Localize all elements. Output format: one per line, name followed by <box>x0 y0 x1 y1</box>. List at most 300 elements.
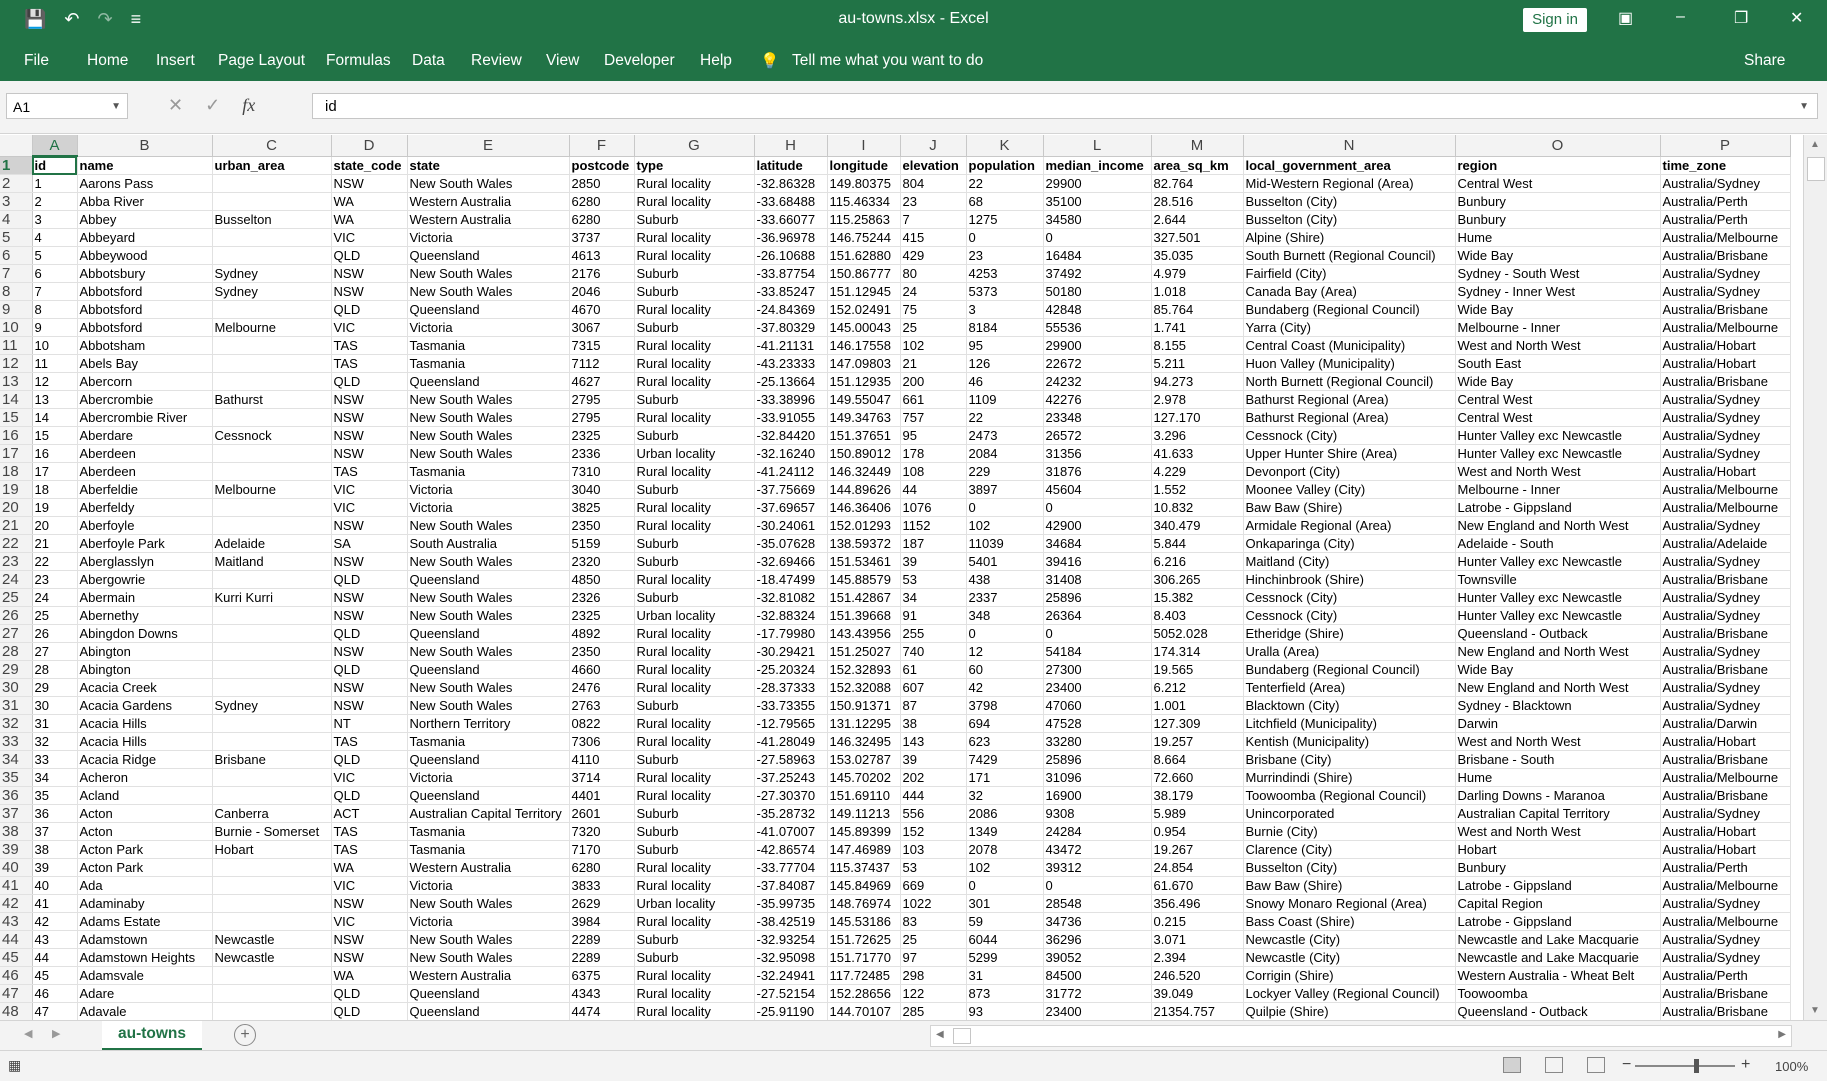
cell[interactable]: 2046 <box>569 283 634 301</box>
row-header[interactable]: 17 <box>0 445 32 463</box>
column-header-h[interactable]: H <box>754 135 827 156</box>
cell[interactable]: 5401 <box>966 553 1043 571</box>
cell[interactable]: 146.36406 <box>827 499 900 517</box>
cell[interactable]: -33.66077 <box>754 211 827 229</box>
cell[interactable]: 36 <box>32 805 77 823</box>
cell[interactable]: -27.52154 <box>754 985 827 1003</box>
cell[interactable]: -35.28732 <box>754 805 827 823</box>
cell[interactable]: 6375 <box>569 967 634 985</box>
cell[interactable]: Adams Estate <box>77 913 212 931</box>
cell[interactable]: 102 <box>966 859 1043 877</box>
cell[interactable]: 18 <box>32 481 77 499</box>
cell[interactable]: 150.91371 <box>827 697 900 715</box>
cell[interactable]: 102 <box>900 337 966 355</box>
cell[interactable]: 2325 <box>569 607 634 625</box>
cell[interactable]: Unincorporated <box>1243 805 1455 823</box>
cell[interactable]: 1152 <box>900 517 966 535</box>
cell[interactable]: New South Wales <box>407 895 569 913</box>
cell[interactable]: 0 <box>966 625 1043 643</box>
cell[interactable]: 152.01293 <box>827 517 900 535</box>
cell[interactable]: -26.10688 <box>754 247 827 265</box>
row-header[interactable]: 27 <box>0 625 32 643</box>
cell[interactable]: 31096 <box>1043 769 1151 787</box>
cell[interactable]: Suburb <box>634 319 754 337</box>
cell[interactable]: 5.844 <box>1151 535 1243 553</box>
cell[interactable]: Maitland (City) <box>1243 553 1455 571</box>
cell[interactable]: TAS <box>331 841 407 859</box>
cell[interactable]: Western Australia <box>407 859 569 877</box>
cell[interactable]: 115.37437 <box>827 859 900 877</box>
cell[interactable]: Tenterfield (Area) <box>1243 679 1455 697</box>
cell[interactable]: Melbourne <box>212 319 331 337</box>
cell[interactable]: Suburb <box>634 265 754 283</box>
cell[interactable]: Blacktown (City) <box>1243 697 1455 715</box>
cell[interactable]: Australia/Sydney <box>1660 949 1790 967</box>
cell[interactable]: 151.37651 <box>827 427 900 445</box>
cell[interactable]: 2.978 <box>1151 391 1243 409</box>
cell[interactable]: 29 <box>32 679 77 697</box>
name-box[interactable] <box>6 93 128 119</box>
cell[interactable]: Murrindindi (Shire) <box>1243 769 1455 787</box>
cell[interactable]: 95 <box>900 427 966 445</box>
cell[interactable]: West and North West <box>1455 463 1660 481</box>
cell[interactable]: 757 <box>900 409 966 427</box>
cell[interactable]: 151.62880 <box>827 247 900 265</box>
column-header-e[interactable]: E <box>407 135 569 156</box>
cell[interactable]: Toowoomba <box>1455 985 1660 1003</box>
vertical-scrollbar[interactable] <box>1803 135 1827 1020</box>
cell[interactable]: 2289 <box>569 949 634 967</box>
cell[interactable]: Australia/Melbourne <box>1660 877 1790 895</box>
cell[interactable]: Australia/Hobart <box>1660 355 1790 373</box>
row-header[interactable]: 45 <box>0 949 32 967</box>
cell[interactable]: Yarra (City) <box>1243 319 1455 337</box>
cell[interactable]: 327.501 <box>1151 229 1243 247</box>
cell[interactable]: Rural locality <box>634 625 754 643</box>
cell[interactable]: 145.89399 <box>827 823 900 841</box>
cell[interactable]: 202 <box>900 769 966 787</box>
cell[interactable]: Burnie (City) <box>1243 823 1455 841</box>
normal-view-icon[interactable] <box>1503 1057 1521 1073</box>
cell[interactable]: 4.979 <box>1151 265 1243 283</box>
cell[interactable]: Victoria <box>407 877 569 895</box>
cell[interactable]: New South Wales <box>407 175 569 193</box>
cell[interactable]: state_code <box>331 156 407 175</box>
cell[interactable]: Sydney - Inner West <box>1455 283 1660 301</box>
cell[interactable]: Australia/Brisbane <box>1660 787 1790 805</box>
cell[interactable]: Australia/Sydney <box>1660 589 1790 607</box>
row-header[interactable]: 3 <box>0 193 32 211</box>
cell[interactable]: Australia/Hobart <box>1660 841 1790 859</box>
cell[interactable]: New South Wales <box>407 283 569 301</box>
cell[interactable]: Victoria <box>407 319 569 337</box>
cell[interactable]: Rural locality <box>634 787 754 805</box>
cell[interactable]: Hume <box>1455 769 1660 787</box>
cell[interactable]: NSW <box>331 949 407 967</box>
cell[interactable] <box>212 787 331 805</box>
cancel-icon[interactable]: ✕ <box>168 95 184 115</box>
cell[interactable]: Rural locality <box>634 499 754 517</box>
cell[interactable]: 35.035 <box>1151 247 1243 265</box>
cell[interactable]: -32.69466 <box>754 553 827 571</box>
cell[interactable]: TAS <box>331 337 407 355</box>
cell[interactable]: QLD <box>331 247 407 265</box>
cell[interactable] <box>212 337 331 355</box>
cell[interactable]: QLD <box>331 571 407 589</box>
cell[interactable]: 25896 <box>1043 751 1151 769</box>
cell[interactable]: 6280 <box>569 211 634 229</box>
cell[interactable]: 144.70107 <box>827 1003 900 1021</box>
row-header[interactable]: 28 <box>0 643 32 661</box>
cell[interactable]: 53 <box>900 859 966 877</box>
cell[interactable]: Suburb <box>634 841 754 859</box>
cell[interactable] <box>212 733 331 751</box>
cell[interactable]: 2473 <box>966 427 1043 445</box>
cell[interactable]: 187 <box>900 535 966 553</box>
cell[interactable]: 131.12295 <box>827 715 900 733</box>
cell[interactable]: Suburb <box>634 481 754 499</box>
cell[interactable] <box>212 607 331 625</box>
cell[interactable]: Bathurst <box>212 391 331 409</box>
insert-function-icon[interactable]: fx <box>242 95 256 115</box>
cell[interactable]: 42276 <box>1043 391 1151 409</box>
cell[interactable]: Abels Bay <box>77 355 212 373</box>
cell[interactable]: Rural locality <box>634 643 754 661</box>
cell[interactable]: 1349 <box>966 823 1043 841</box>
cell[interactable]: Rural locality <box>634 463 754 481</box>
cell[interactable]: 2350 <box>569 643 634 661</box>
cell[interactable]: 28 <box>32 661 77 679</box>
column-header-g[interactable]: G <box>634 135 754 156</box>
cell[interactable]: Brisbane <box>212 751 331 769</box>
cell[interactable]: Rural locality <box>634 1003 754 1021</box>
row-header[interactable]: 22 <box>0 535 32 553</box>
row-header[interactable]: 16 <box>0 427 32 445</box>
cell[interactable]: 146.32449 <box>827 463 900 481</box>
cell[interactable]: Acacia Creek <box>77 679 212 697</box>
cell[interactable] <box>212 463 331 481</box>
cell[interactable]: 2.644 <box>1151 211 1243 229</box>
row-header[interactable]: 11 <box>0 337 32 355</box>
cell[interactable]: 83 <box>900 913 966 931</box>
cell[interactable]: 150.89012 <box>827 445 900 463</box>
cell[interactable]: 50180 <box>1043 283 1151 301</box>
cell[interactable]: 298 <box>900 967 966 985</box>
cell[interactable]: 23 <box>966 247 1043 265</box>
row-header[interactable]: 19 <box>0 481 32 499</box>
cell[interactable]: 19 <box>32 499 77 517</box>
cell[interactable]: 1076 <box>900 499 966 517</box>
cell[interactable]: 4627 <box>569 373 634 391</box>
enter-icon[interactable]: ✓ <box>205 95 221 115</box>
cell[interactable]: 1 <box>32 175 77 193</box>
cell[interactable]: 694 <box>966 715 1043 733</box>
cell[interactable]: 43 <box>32 931 77 949</box>
chevron-down-icon[interactable]: ▼ <box>111 101 121 112</box>
cell[interactable]: Rural locality <box>634 661 754 679</box>
column-header-p[interactable]: P <box>1660 135 1790 156</box>
cell[interactable]: 151.12945 <box>827 283 900 301</box>
cell[interactable]: Australia/Sydney <box>1660 697 1790 715</box>
cell[interactable]: New South Wales <box>407 517 569 535</box>
cell[interactable]: NT <box>331 715 407 733</box>
cell[interactable]: 2795 <box>569 409 634 427</box>
cell[interactable]: Abercrombie River <box>77 409 212 427</box>
cell[interactable]: 145.53186 <box>827 913 900 931</box>
cell[interactable]: Suburb <box>634 589 754 607</box>
cell[interactable]: 1022 <box>900 895 966 913</box>
cell[interactable]: Queensland <box>407 301 569 319</box>
cell[interactable]: -25.91190 <box>754 1003 827 1021</box>
cell[interactable]: 41 <box>32 895 77 913</box>
cell[interactable]: Abington <box>77 643 212 661</box>
cell[interactable] <box>212 859 331 877</box>
tab-file[interactable]: File <box>24 52 49 69</box>
horizontal-scroll-thumb[interactable] <box>953 1028 971 1044</box>
cell[interactable]: -41.21131 <box>754 337 827 355</box>
cell[interactable]: Abbotsford <box>77 319 212 337</box>
cell[interactable]: 8.403 <box>1151 607 1243 625</box>
column-header-k[interactable]: K <box>966 135 1043 156</box>
cell[interactable]: 42900 <box>1043 517 1151 535</box>
cell[interactable]: -12.79565 <box>754 715 827 733</box>
cell[interactable]: 14 <box>32 409 77 427</box>
cell[interactable]: NSW <box>331 553 407 571</box>
cell[interactable]: Tasmania <box>407 355 569 373</box>
cell[interactable]: WA <box>331 859 407 877</box>
cell[interactable]: Hunter Valley exc Newcastle <box>1455 427 1660 445</box>
cell[interactable]: VIC <box>331 877 407 895</box>
cell[interactable]: Australia/Sydney <box>1660 895 1790 913</box>
cell[interactable]: Victoria <box>407 913 569 931</box>
cell[interactable]: 5159 <box>569 535 634 553</box>
cell[interactable]: Busselton <box>212 211 331 229</box>
cell[interactable]: Sydney <box>212 697 331 715</box>
cell[interactable]: Australia/Sydney <box>1660 553 1790 571</box>
cell[interactable]: Clarence (City) <box>1243 841 1455 859</box>
cell[interactable]: 21 <box>32 535 77 553</box>
cell[interactable]: Suburb <box>634 931 754 949</box>
cell[interactable]: Acton Park <box>77 841 212 859</box>
cell[interactable]: Aberdare <box>77 427 212 445</box>
row-header[interactable]: 35 <box>0 769 32 787</box>
cell[interactable]: 153.02787 <box>827 751 900 769</box>
cell[interactable]: 38 <box>900 715 966 733</box>
cell[interactable]: 54184 <box>1043 643 1151 661</box>
zoom-out-icon[interactable]: − <box>1622 1056 1632 1073</box>
cell[interactable]: 38 <box>32 841 77 859</box>
cell[interactable]: 356.496 <box>1151 895 1243 913</box>
cell[interactable] <box>212 769 331 787</box>
cell[interactable]: -41.28049 <box>754 733 827 751</box>
row-header[interactable]: 36 <box>0 787 32 805</box>
cell[interactable]: 4401 <box>569 787 634 805</box>
cell[interactable]: Newcastle (City) <box>1243 949 1455 967</box>
cell[interactable]: Sydney - South West <box>1455 265 1660 283</box>
cell[interactable]: 31408 <box>1043 571 1151 589</box>
cell[interactable]: 37 <box>32 823 77 841</box>
cell[interactable]: QLD <box>331 661 407 679</box>
cell[interactable]: NSW <box>331 697 407 715</box>
cell[interactable]: Rural locality <box>634 913 754 931</box>
cell[interactable]: 34580 <box>1043 211 1151 229</box>
cell[interactable]: 10.832 <box>1151 499 1243 517</box>
cell[interactable]: Australia/Sydney <box>1660 445 1790 463</box>
cell[interactable]: Fairfield (City) <box>1243 265 1455 283</box>
cell[interactable] <box>212 967 331 985</box>
cell[interactable]: Cessnock (City) <box>1243 589 1455 607</box>
cell[interactable]: 26364 <box>1043 607 1151 625</box>
column-header-d[interactable]: D <box>331 135 407 156</box>
cell[interactable]: 147.46989 <box>827 841 900 859</box>
cell[interactable]: 7429 <box>966 751 1043 769</box>
cell[interactable]: id <box>32 156 77 175</box>
cell[interactable]: Australia/Melbourne <box>1660 499 1790 517</box>
cell[interactable]: 4892 <box>569 625 634 643</box>
cell[interactable]: Aberfoyle Park <box>77 535 212 553</box>
cell[interactable]: 1275 <box>966 211 1043 229</box>
cell[interactable]: NSW <box>331 391 407 409</box>
cell[interactable]: -37.80329 <box>754 319 827 337</box>
cell[interactable]: Acton Park <box>77 859 212 877</box>
cell[interactable]: Australian Capital Territory <box>1455 805 1660 823</box>
cell[interactable]: 178 <box>900 445 966 463</box>
cell[interactable]: 2337 <box>966 589 1043 607</box>
cell[interactable]: South Australia <box>407 535 569 553</box>
cell[interactable]: 59 <box>966 913 1043 931</box>
cell[interactable]: 9 <box>32 319 77 337</box>
cell[interactable]: -32.88324 <box>754 607 827 625</box>
cell[interactable]: ACT <box>331 805 407 823</box>
cell[interactable]: area_sq_km <box>1151 156 1243 175</box>
cell[interactable]: Abernethy <box>77 607 212 625</box>
cell[interactable]: Rural locality <box>634 247 754 265</box>
cell[interactable]: -30.24061 <box>754 517 827 535</box>
column-header-c[interactable]: C <box>212 135 331 156</box>
cell[interactable]: Abbey <box>77 211 212 229</box>
cell[interactable]: 152.32893 <box>827 661 900 679</box>
tab-insert[interactable]: Insert <box>156 52 195 69</box>
cell[interactable]: Alpine (Shire) <box>1243 229 1455 247</box>
cell[interactable]: 34 <box>32 769 77 787</box>
cell[interactable]: -41.24112 <box>754 463 827 481</box>
cell[interactable]: -37.84087 <box>754 877 827 895</box>
cell[interactable] <box>212 229 331 247</box>
scroll-left-icon[interactable]: ◀ <box>936 1029 944 1040</box>
zoom-level[interactable]: 100% <box>1775 1059 1809 1074</box>
column-header-f[interactable]: F <box>569 135 634 156</box>
cell[interactable]: 45604 <box>1043 481 1151 499</box>
cell[interactable]: NSW <box>331 679 407 697</box>
cell[interactable]: New South Wales <box>407 589 569 607</box>
cell[interactable]: Queensland <box>407 625 569 643</box>
cell[interactable]: Bathurst Regional (Area) <box>1243 409 1455 427</box>
cell[interactable]: Bundaberg (Regional Council) <box>1243 301 1455 319</box>
row-header[interactable]: 6 <box>0 247 32 265</box>
cell[interactable]: 174.314 <box>1151 643 1243 661</box>
cell[interactable]: Australia/Melbourne <box>1660 913 1790 931</box>
cell[interactable]: 33 <box>32 751 77 769</box>
cell[interactable]: Victoria <box>407 481 569 499</box>
cell[interactable]: latitude <box>754 156 827 175</box>
cell[interactable]: 145.00043 <box>827 319 900 337</box>
horizontal-scrollbar[interactable] <box>930 1025 1792 1047</box>
cell[interactable]: 19.257 <box>1151 733 1243 751</box>
cell[interactable]: Bundaberg (Regional Council) <box>1243 661 1455 679</box>
cell[interactable]: Rural locality <box>634 337 754 355</box>
cell[interactable]: 255 <box>900 625 966 643</box>
save-icon[interactable]: 💾 <box>24 9 47 29</box>
cell[interactable]: Australia/Sydney <box>1660 679 1790 697</box>
cell[interactable]: 2176 <box>569 265 634 283</box>
cell[interactable]: Australia/Brisbane <box>1660 625 1790 643</box>
cell[interactable]: NSW <box>331 895 407 913</box>
cell[interactable]: Queensland <box>407 247 569 265</box>
cell[interactable]: time_zone <box>1660 156 1790 175</box>
cell[interactable]: Cessnock (City) <box>1243 607 1455 625</box>
cell[interactable]: 150.86777 <box>827 265 900 283</box>
cell[interactable]: Acton <box>77 805 212 823</box>
cell[interactable]: Western Australia <box>407 211 569 229</box>
cell[interactable]: 5.989 <box>1151 805 1243 823</box>
cell[interactable]: NSW <box>331 409 407 427</box>
cell[interactable]: Central West <box>1455 391 1660 409</box>
cell[interactable]: Acheron <box>77 769 212 787</box>
cell[interactable]: 151.53461 <box>827 553 900 571</box>
cell[interactable]: 149.55047 <box>827 391 900 409</box>
cell[interactable]: 147.09803 <box>827 355 900 373</box>
cell[interactable]: 151.72625 <box>827 931 900 949</box>
cell[interactable]: Acton <box>77 823 212 841</box>
cell[interactable]: 5373 <box>966 283 1043 301</box>
cell[interactable]: Tasmania <box>407 841 569 859</box>
cell[interactable]: Brisbane (City) <box>1243 751 1455 769</box>
cell[interactable]: Urban locality <box>634 607 754 625</box>
add-sheet-icon[interactable]: + <box>234 1024 256 1046</box>
cell[interactable]: Australia/Perth <box>1660 859 1790 877</box>
cell[interactable]: 11 <box>32 355 77 373</box>
cell[interactable]: -42.86574 <box>754 841 827 859</box>
cell[interactable]: 3.296 <box>1151 427 1243 445</box>
cell[interactable]: 873 <box>966 985 1043 1003</box>
cell[interactable]: Aberfeldy <box>77 499 212 517</box>
cell[interactable]: Newcastle <box>212 949 331 967</box>
cell[interactable]: Bunbury <box>1455 193 1660 211</box>
row-header[interactable]: 30 <box>0 679 32 697</box>
row-header[interactable]: 47 <box>0 985 32 1003</box>
cell[interactable]: -32.16240 <box>754 445 827 463</box>
cell[interactable]: 26572 <box>1043 427 1151 445</box>
cell[interactable]: 3798 <box>966 697 1043 715</box>
cell[interactable]: West and North West <box>1455 337 1660 355</box>
cell[interactable]: Hobart <box>212 841 331 859</box>
cell[interactable]: Armidale Regional (Area) <box>1243 517 1455 535</box>
cell[interactable]: Australia/Sydney <box>1660 643 1790 661</box>
cell[interactable]: Suburb <box>634 949 754 967</box>
cell[interactable]: Adavale <box>77 1003 212 1021</box>
cell[interactable]: Australian Capital Territory <box>407 805 569 823</box>
cell[interactable]: Busselton (City) <box>1243 859 1455 877</box>
cell[interactable]: 19.267 <box>1151 841 1243 859</box>
cell[interactable]: 415 <box>900 229 966 247</box>
cell[interactable]: Australia/Brisbane <box>1660 661 1790 679</box>
cell[interactable]: New South Wales <box>407 607 569 625</box>
cell[interactable]: 17 <box>32 463 77 481</box>
page-break-view-icon[interactable] <box>1587 1057 1605 1073</box>
cell[interactable]: Suburb <box>634 823 754 841</box>
cell[interactable]: 126 <box>966 355 1043 373</box>
cell[interactable]: Australia/Hobart <box>1660 823 1790 841</box>
